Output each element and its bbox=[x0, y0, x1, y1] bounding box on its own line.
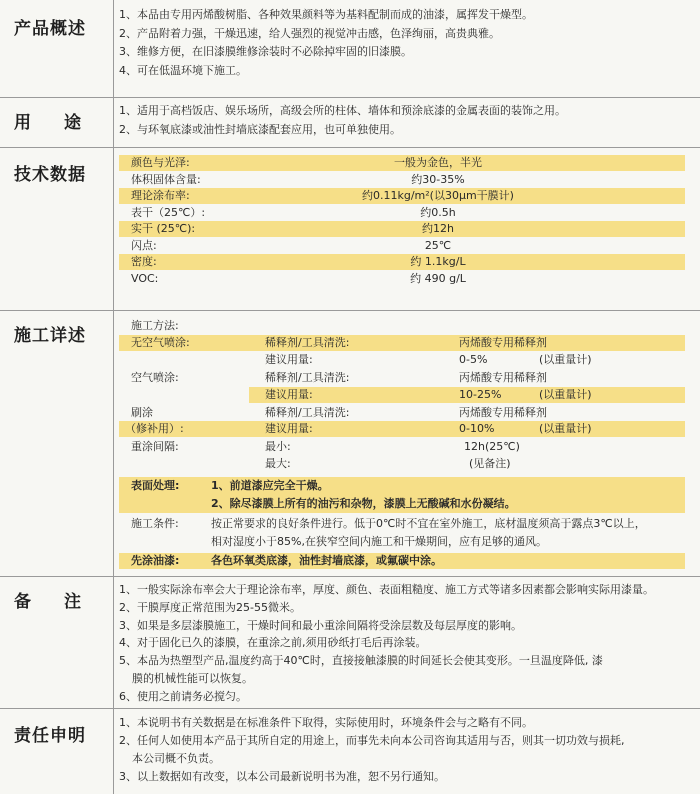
tech-value: 25℃ bbox=[424, 238, 452, 252]
remarks-item-5: 5、本品为热塑型产品,温度约高于40℃时，直接接触漆膜的时间延长会使其变形。一旦温度降低, 漆 bbox=[119, 654, 603, 668]
remarks-item-6: 6、使用之前请务必搅匀。 bbox=[119, 689, 247, 703]
airless-thinner: 丙烯酸专用稀释剂 bbox=[459, 336, 547, 349]
tech-row bbox=[119, 155, 685, 171]
disclaimer-section bbox=[0, 709, 700, 794]
surface-line-1: 1、前道漆应完全干燥。 bbox=[211, 479, 329, 492]
remarks-item-4: 4、对于固化已久的漆膜，在重涂之前,须用砂纸打毛后再涂装。 bbox=[119, 636, 427, 650]
band bbox=[119, 421, 685, 437]
tech-key: 实干 (25℃): bbox=[131, 222, 196, 235]
tech-row bbox=[119, 205, 685, 221]
tech-row bbox=[119, 271, 685, 287]
application-section bbox=[0, 311, 700, 577]
overview-item-3: 3、维修方便，在旧漆膜维修涂装时不必除掉牢固的旧漆膜。 bbox=[119, 45, 412, 59]
airless-dosage: 0-5% bbox=[459, 353, 488, 366]
air-thinner-label: 稀释剂/工具清洗: bbox=[265, 371, 350, 384]
overview-item-2: 2、产品附着力强，干燥迅速，给人强烈的视觉冲击感，色泽绚丽，高贵典雅。 bbox=[119, 26, 500, 40]
divider bbox=[113, 148, 114, 310]
surface-label: 表面处理: bbox=[131, 479, 180, 492]
primer-label: 先涂油漆: bbox=[131, 554, 180, 567]
tech-value: 约12h bbox=[422, 222, 454, 235]
air-thinner: 丙烯酸专用稀释剂 bbox=[459, 371, 547, 384]
overview-title: 产品概述 bbox=[14, 19, 86, 39]
tech-value: 约30-35% bbox=[411, 172, 465, 186]
airless-thinner-label: 稀释剂/工具清洗: bbox=[265, 336, 350, 349]
divider bbox=[113, 577, 114, 708]
overview-item-1: 1、本品由专用丙烯酸树脂、各种效果颜料等为基料配制而成的油漆，属挥发干燥型。 bbox=[119, 8, 533, 21]
primer-text: 各色环氧类底漆，油性封墙底漆，或氟碳中涂。 bbox=[211, 554, 442, 567]
usage-title: 用 途 bbox=[14, 113, 89, 133]
brush-unit: (以重量计) bbox=[539, 422, 592, 435]
brush-sublabel: （修补用）: bbox=[125, 422, 184, 435]
tech-key: 理论涂布率: bbox=[131, 189, 190, 202]
air-unit: (以重量计) bbox=[539, 388, 592, 401]
brush-dosage-label: 建议用量: bbox=[265, 422, 313, 435]
tech-row bbox=[119, 238, 685, 254]
tech-key: VOC: bbox=[131, 271, 159, 285]
conditions-line-2: 相对湿度小于85%,在狭窄空间内施工和干燥期间，应有足够的通风。 bbox=[211, 535, 547, 548]
surface-line-2: 2、除尽漆膜上所有的油污和杂物，漆膜上无酸碱和水份凝结。 bbox=[211, 497, 516, 510]
remarks-title: 备 注 bbox=[14, 592, 89, 612]
disclaimer-item-2: 2、任何人如使用本产品于其所自定的用途上，而事先未向本公司咨询其适用与否，则其一切功效与损耗, bbox=[119, 734, 625, 747]
disclaimer-item-1: 1、本说明书有关数据是在标准条件下取得，实际使用时，环境条件会与之略有不同。 bbox=[119, 716, 533, 729]
divider bbox=[113, 311, 114, 576]
disclaimer-item-2-cont: 本公司概不负责。 bbox=[132, 752, 220, 765]
remarks-item-2: 2、干膜厚度正常范围为25-55微米。 bbox=[119, 600, 301, 614]
remarks-item-3: 3、如果是多层漆膜施工，干燥时间和最小重涂间隔将受涂层数及每层厚度的影响。 bbox=[119, 618, 522, 632]
tech-row bbox=[119, 221, 685, 237]
tech-row bbox=[119, 254, 685, 270]
tech-row bbox=[119, 172, 685, 188]
remarks-section bbox=[0, 577, 700, 709]
air-dosage-label: 建议用量: bbox=[265, 388, 313, 401]
disclaimer-title: 责任申明 bbox=[14, 726, 86, 746]
application-table bbox=[119, 317, 694, 572]
divider bbox=[113, 709, 114, 794]
divider bbox=[113, 98, 114, 147]
overview-section bbox=[0, 0, 700, 98]
usage-item-1: 1、适用于高档饭店、娱乐场所，高级会所的柱体、墙体和预涂底漆的金属表面的装饰之用。 bbox=[119, 104, 566, 117]
brush-dosage: 0-10% bbox=[459, 422, 495, 435]
brush-thinner: 丙烯酸专用稀释剂 bbox=[459, 406, 547, 419]
tech-key: 体积固体含量: bbox=[131, 172, 201, 186]
recoat-min: 12h(25℃) bbox=[464, 440, 520, 453]
tech-key: 闪点: bbox=[131, 238, 157, 252]
airless-unit: (以重量计) bbox=[539, 353, 592, 366]
remarks-item-1: 1、一般实际涂布率会大于理论涂布率，厚度、颜色、表面粗糙度、施工方式等诸多因素都会影响实际用漆量。 bbox=[119, 583, 654, 596]
air-dosage: 10-25% bbox=[459, 388, 502, 401]
usage-section bbox=[0, 98, 700, 148]
airless-dosage-label: 建议用量: bbox=[265, 353, 313, 366]
tech-title: 技术数据 bbox=[14, 165, 86, 185]
conditions-label: 施工条件: bbox=[131, 517, 179, 530]
tech-value: 约0.5h bbox=[420, 205, 456, 219]
tech-value: 一般为金色，半光 bbox=[394, 156, 482, 169]
air-label: 空气喷涂: bbox=[131, 371, 179, 384]
recoat-max: (见备注) bbox=[469, 457, 511, 470]
application-title: 施工详述 bbox=[14, 326, 86, 346]
recoat-label: 重涂间隔: bbox=[131, 440, 179, 453]
tech-key: 表干（25℃）: bbox=[131, 205, 206, 219]
remarks-item-5-cont: 膜的机械性能可以恢复。 bbox=[132, 671, 253, 685]
tech-section bbox=[0, 148, 700, 311]
recoat-min-label: 最小: bbox=[265, 440, 291, 453]
tech-value: 约0.11kg/m²(以30μm干膜计) bbox=[362, 189, 514, 202]
overview-item-4: 4、可在低温环境下施工。 bbox=[119, 63, 247, 77]
recoat-max-label: 最大: bbox=[265, 457, 291, 470]
tech-value: 约 1.1kg/L bbox=[410, 255, 466, 268]
brush-label: 刷涂 bbox=[131, 406, 153, 419]
tech-key: 密度: bbox=[131, 255, 157, 268]
tech-value: 约 490 g/L bbox=[410, 271, 466, 285]
conditions-line-1: 按正常要求的良好条件进行。低于0℃时不宜在室外施工，底材温度须高于露点3℃以上， bbox=[211, 517, 646, 530]
airless-label: 无空气喷涂: bbox=[131, 336, 190, 349]
brush-thinner-label: 稀释剂/工具清洗: bbox=[265, 406, 350, 419]
usage-item-2: 2、与环氧底漆或油性封墙底漆配套应用，也可单独使用。 bbox=[119, 122, 401, 136]
tech-key: 颜色与光泽: bbox=[131, 156, 190, 169]
band bbox=[119, 335, 685, 351]
divider bbox=[113, 0, 114, 97]
disclaimer-item-3: 3、以上数据如有改变，以本公司最新说明书为准，恕不另行通知。 bbox=[119, 770, 445, 783]
tech-table bbox=[119, 155, 694, 306]
method-label: 施工方法: bbox=[131, 319, 179, 332]
tech-row bbox=[119, 188, 685, 204]
